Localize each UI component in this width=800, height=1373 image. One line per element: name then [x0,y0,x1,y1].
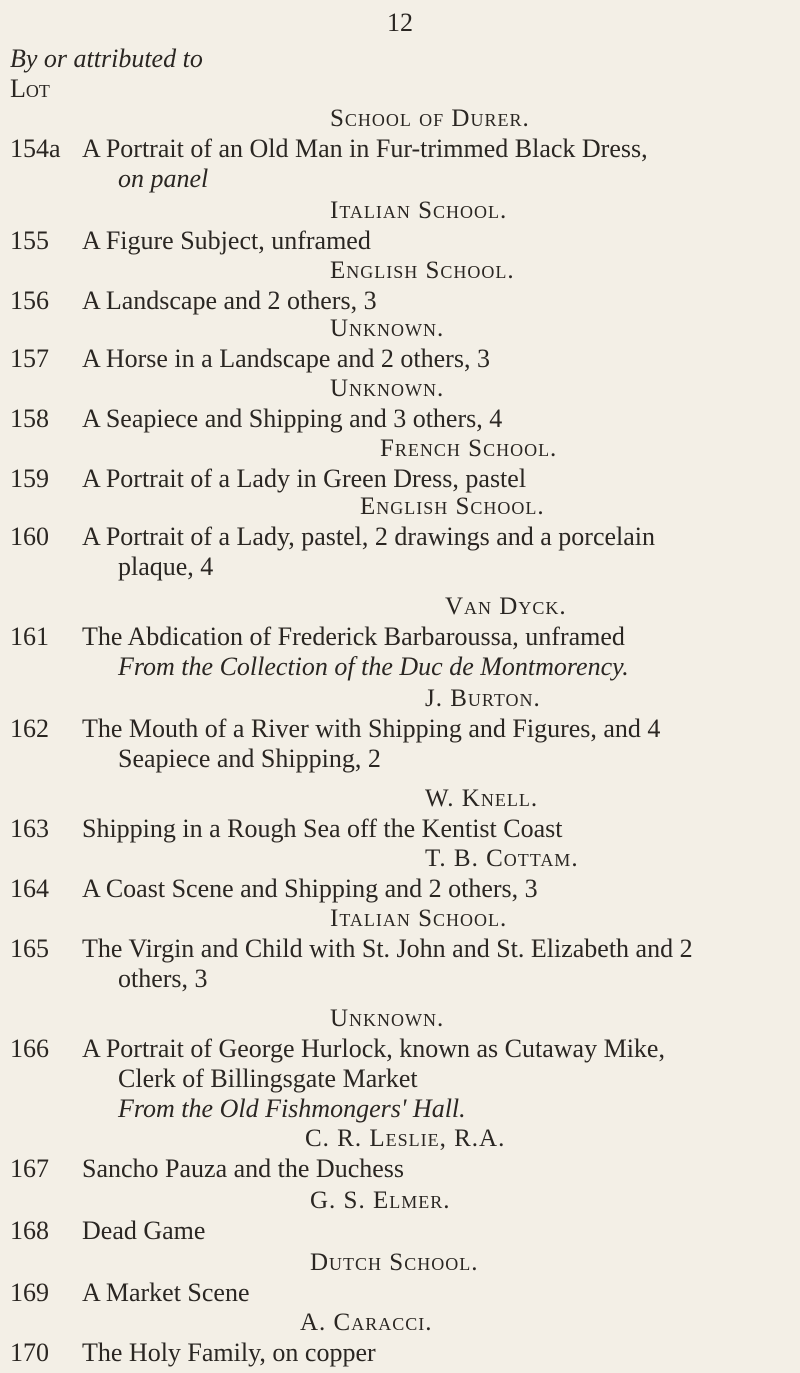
lot-title: A Coast Scene and Shipping and 2 others, 3 [82,874,538,903]
lot-title: A Seapiece and Shipping and 3 others, 4 [82,404,503,433]
lot-attribution: G. S. Elmer. [310,1187,451,1214]
lot-attribution: School of Durer. [330,105,530,132]
lot-number: 157 [10,344,49,373]
lot-title: A Portrait of a Lady, pastel, 2 drawings and a porcelain [82,522,656,551]
lot-title: A Portrait of George Hurlock, known as Cutaway Mike, [82,1034,665,1063]
page-number: 12 [387,8,413,37]
lot-provenance: From the Collection of the Duc de Montmorency. [118,652,629,681]
lot-number: 168 [10,1216,49,1245]
lot-number: 164 [10,874,49,903]
lot-attribution: T. B. Cottam. [425,845,579,872]
lot-attribution: W. Knell. [425,785,539,812]
lot-attribution: Van Dyck. [445,593,567,620]
lot-title: Dead Game [82,1216,206,1245]
lot-number: 170 [10,1338,49,1367]
lot-attribution: Italian School. [330,905,508,932]
lot-title: A Portrait of a Lady in Green Dress, pastel [82,464,527,493]
lot-number: 159 [10,464,49,493]
lot-attribution: Unknown. [330,375,445,402]
lot-title-continuation: Clerk of Billingsgate Market [118,1064,418,1093]
lot-title-continuation: Seapiece and Shipping, 2 [118,744,381,773]
lot-column-label: Lot [10,74,50,103]
lot-number: 161 [10,622,49,651]
lot-title: A Horse in a Landscape and 2 others, 3 [82,344,490,373]
lot-title-continuation: others, 3 [118,964,208,993]
lot-attribution: Unknown. [330,1005,445,1032]
lot-number: 169 [10,1278,49,1307]
lot-title: The Virgin and Child with St. John and St. Elizabeth and 2 [82,934,693,963]
lot-number: 165 [10,934,49,963]
lot-attribution: English School. [330,257,515,284]
lot-attribution: Dutch School. [310,1249,479,1276]
lot-attribution: Unknown. [330,315,445,342]
lot-number: 154a [10,134,61,163]
lot-title: Shipping in a Rough Sea off the Kentist Coast [82,814,563,843]
lot-number: 155 [10,226,49,255]
lot-title: The Abdication of Frederick Barbaroussa, unframed [82,622,625,651]
lot-title: A Landscape and 2 others, 3 [82,286,377,315]
lot-number: 167 [10,1154,49,1183]
lot-number: 166 [10,1034,49,1063]
lot-number: 163 [10,814,49,843]
section-heading: By or attributed to [10,44,203,73]
lot-provenance: From the Old Fishmongers' Hall. [118,1094,466,1123]
lot-title: A Market Scene [82,1278,250,1307]
lot-title: The Holy Family, on copper [82,1338,376,1367]
lot-attribution: English School. [360,493,545,520]
lot-number: 156 [10,286,49,315]
lot-title-continuation: on panel [118,164,209,193]
lot-title-continuation: plaque, 4 [118,552,214,581]
lot-number: 160 [10,522,49,551]
lot-attribution: C. R. Leslie, R.A. [305,1125,506,1152]
lot-title: A Figure Subject, unframed [82,226,371,255]
lot-title: Sancho Pauza and the Duchess [82,1154,405,1183]
lot-attribution: A. Caracci. [300,1309,433,1336]
lot-attribution: French School. [380,435,558,462]
lot-title: The Mouth of a River with Shipping and Figures, and 4 [82,714,661,743]
lot-number: 162 [10,714,49,743]
lot-title: A Portrait of an Old Man in Fur-trimmed Black Dress, [82,134,648,163]
lot-number: 158 [10,404,49,433]
lot-attribution: J. Burton. [425,685,541,712]
lot-attribution: Italian School. [330,197,508,224]
